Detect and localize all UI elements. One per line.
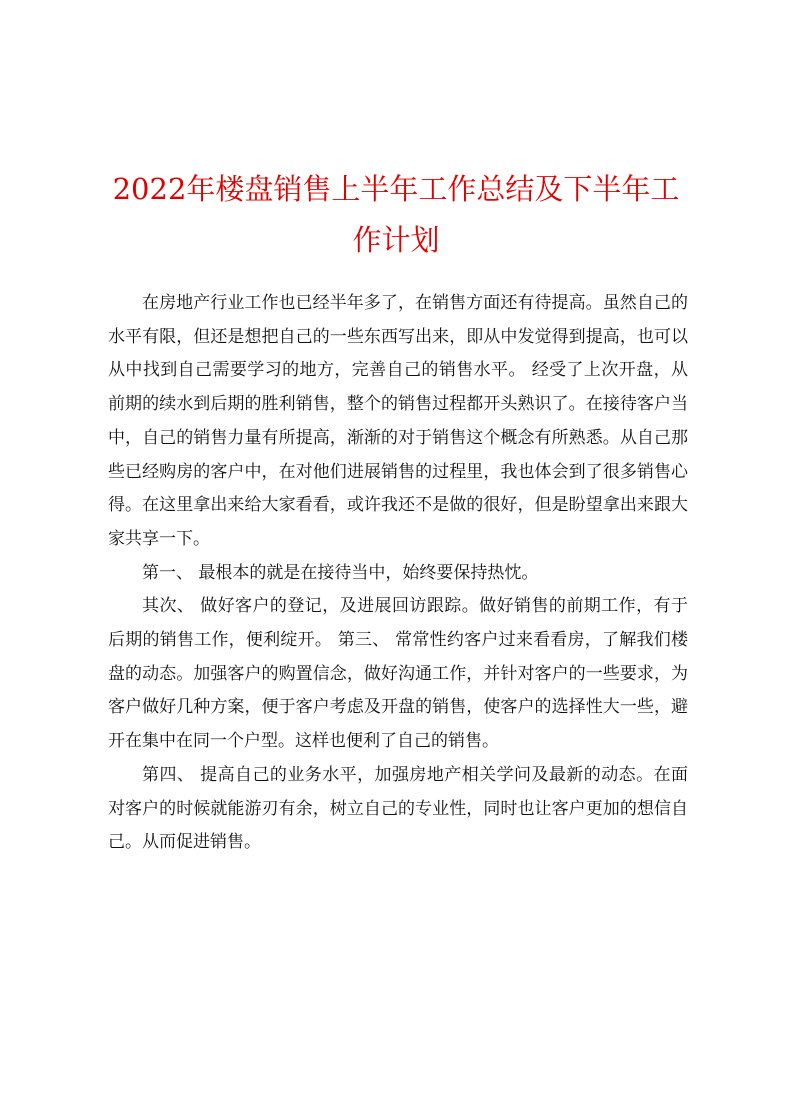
- document-title-line-2: 作计划: [352, 223, 440, 257]
- document-title-line-1: 2022年楼盘销售上半年工作总结及下半年工: [112, 172, 680, 206]
- paragraph-point-1: 第一、 最根本的就是在接待当中，始终要保持热忱。: [142, 562, 539, 583]
- paragraph-point-2-3: 其次、 做好客户的登记，及进展回访跟踪。做好销售的前期工作，有于后期的销售工作，便利绽开。 第三、 常常性约客户过来看看房，了解我们楼盘的动态。加强客户的购置信念，做好沟通工作，并针对客户的一些要求，为客户做好几种方案，便于客户考虑及开盘的销售，使客户的选择性大一些，避开在集中在同一个户型。这样也便利了自己的销售。: [108, 596, 688, 752]
- paragraph-point-4: 第四、 提高自己的业务水平，加强房地产相关学问及最新的动态。在面对客户的时候就能游刃有余，树立自己的专业性，同时也让客户更加的想信自己。从而促进销售。: [108, 764, 688, 853]
- document-body: [108, 287, 688, 860]
- paragraph-intro: 在房地产行业工作也已经半年多了，在销售方面还有待提高。虽然自己的水平有限，但还是想把自己的一些东西写出来，即从中发觉得到提高，也可以从中找到自己需要学习的地方，完善自己的销售水平。 经受了上次开盘，从前期的续水到后期的胜利销售，整个的销售过程都开头熟识了。在接待客户当中，自己的销售力量有所提高，渐渐的对于销售这个概念有所熟悉。从自己那些已经购房的客户中，在对他们进展销售的过程里，我也体会到了很多销售心得。在这里拿出来给大家看看，或许我还不是做的很好，但是盼望拿出来跟大家共享一下。: [108, 293, 688, 549]
